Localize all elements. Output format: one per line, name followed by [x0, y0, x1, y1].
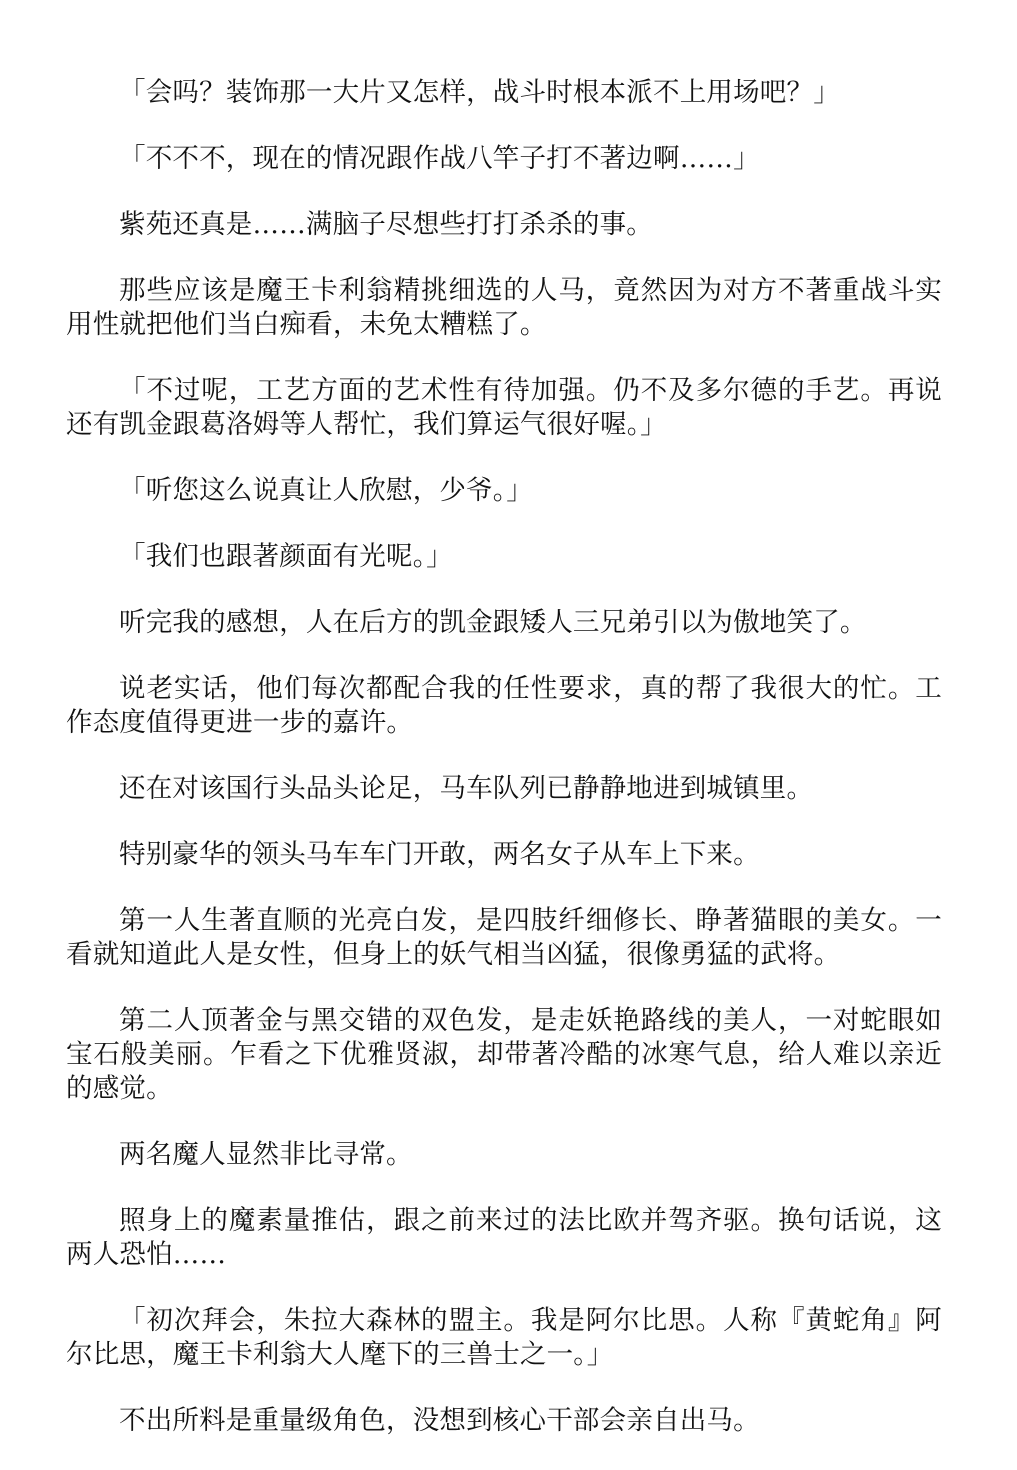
paragraph: 紫苑还真是……满脑子尽想些打打杀杀的事。: [119, 209, 653, 240]
body-text: [66, 76, 942, 1470]
paragraph: 不出所料是重量级角色，没想到核心干部会亲自出马。: [119, 1405, 760, 1436]
paragraph: 那些应该是魔王卡利翁精挑细选的人马，竟然因为对方不著重战斗实用性就把他们当白痴看，未免太糟糕了。: [66, 275, 942, 340]
paragraph: 听完我的感想，人在后方的凯金跟矮人三兄弟引以为傲地笑了。: [119, 607, 867, 638]
paragraph: 「初次拜会，朱拉大森林的盟主。我是阿尔比思。人称『黄蛇角』阿尔比思，魔王卡利翁大人麾下的三兽士之一。」: [66, 1305, 942, 1370]
paragraph: 「会吗？装饰那一大片又怎样，战斗时根本派不上用场吧？」: [119, 77, 840, 108]
paragraph: 「我们也跟著颜面有光呢。」: [119, 541, 453, 572]
paragraph: 说老实话，他们每次都配合我的任性要求，真的帮了我很大的忙。工作态度值得更进一步的嘉许。: [66, 673, 942, 738]
paragraph: 特别豪华的领头马车车门开敢，两名女子从车上下来。: [119, 839, 760, 870]
paragraph: 「不不不，现在的情况跟作战八竿子打不著边啊……」: [119, 143, 760, 174]
paragraph: 照身上的魔素量推估，跟之前来过的法比欧并驾齐驱。换句话说，这两人恐怕……: [66, 1205, 942, 1270]
paragraph: 第一人生著直顺的光亮白发，是四肢纤细修长、睁著猫眼的美女。一看就知道此人是女性，但身上的妖气相当凶猛，很像勇猛的武将。: [66, 905, 942, 970]
paragraph: 第二人顶著金与黑交错的双色发，是走妖艳路线的美人，一对蛇眼如宝石般美丽。乍看之下优雅贤淑，却带著冷酷的冰寒气息，给人难以亲近的感觉。: [66, 1005, 942, 1104]
paragraph: 两名魔人显然非比寻常。: [119, 1139, 413, 1170]
paragraph: 「不过呢，工艺方面的艺术性有待加强。仍不及多尔德的手艺。再说还有凯金跟葛洛姆等人帮忙，我们算运气很好喔。」: [66, 375, 942, 440]
paragraph: 还在对该国行头品头论足，马车队列已静静地进到城镇里。: [119, 773, 814, 804]
paragraph: 「听您这么说真让人欣慰，少爷。」: [119, 475, 533, 506]
